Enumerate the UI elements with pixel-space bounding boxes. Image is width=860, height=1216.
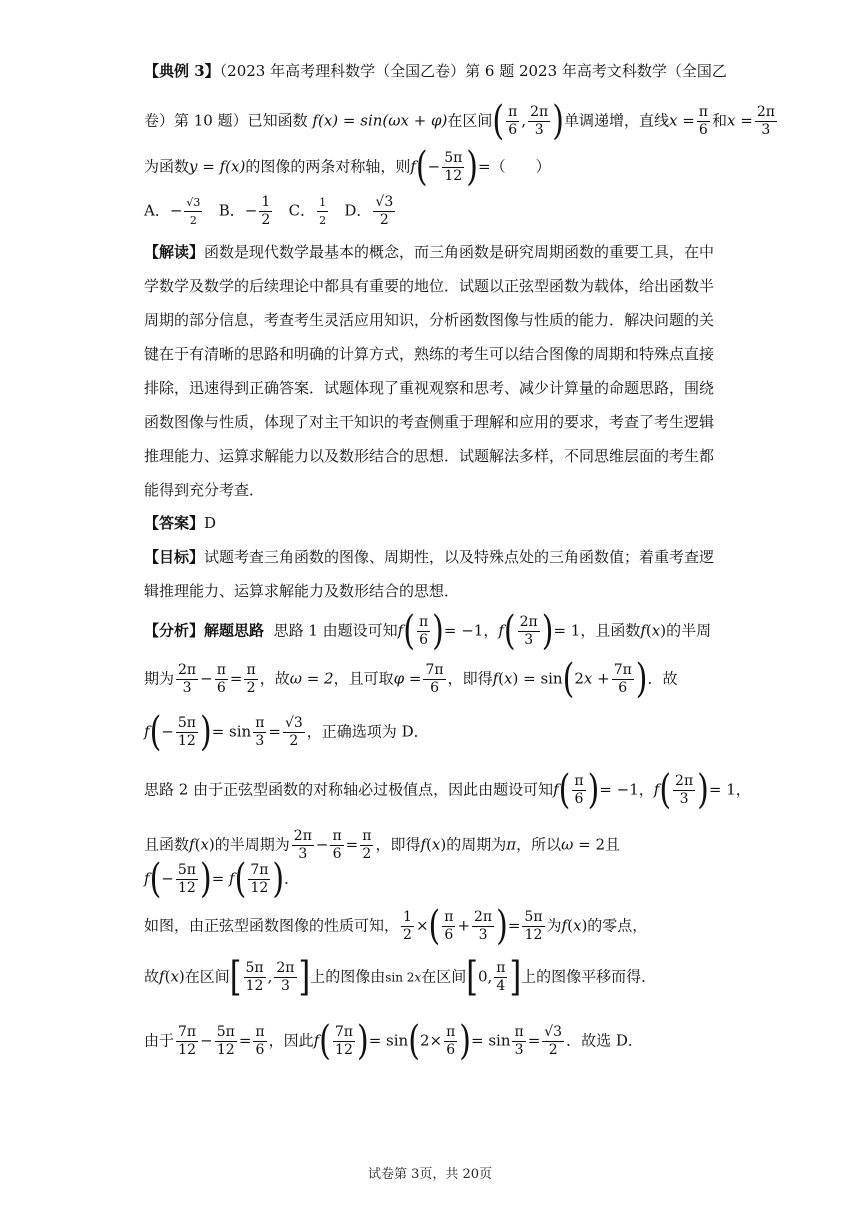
frac-5pi-12: $\frac{5\pi}{12}$ [444,150,463,184]
analysis-tag: 【分析】 [144,621,205,640]
options-line: A．− $\frac{√3}{2}$ B．− $\frac{1}{2}$ C． $\frac{1}{2}$ D． $\frac{√3}{2}$ [144,194,394,228]
interval-text: 在区间 [447,111,493,130]
stem-text-2: 单调递增，直线 [563,111,669,130]
analysis-line-1: 【分析】解题思路 思路 1 由题设可知f( $\frac{\pi}{6}$ )= −1，f( $\frac{2\pi}{3}$ )= 1，且函数f(x)的半周 [144,607,712,655]
example-header [144,60,727,82]
shift-text-3: 上的图像由 [310,967,386,986]
interpretation-line: 推理能力、运算求解能力以及数形结合的思想．试题解法多样，不同思维层面的考生都 [144,447,715,465]
answer-value: D [204,514,217,532]
since-text: 由于 [144,1031,175,1050]
omega-text: ，故 [259,669,290,688]
analysis-line-2: 期为 $\frac{2\pi}{3}$ − $\frac{\pi}{6}$ = $\frac{\pi}{2}$ ，故ω = 2，且可取φ = $\frac{7\pi}{6}$ ，即得f(x) = sin(2x + $\frac{7\pi}{6}$ )．故 [144,655,678,703]
conclusion-1: ，正确选项为 D． [306,722,429,741]
shift-text-5: 上的图像平移而得． [521,967,657,986]
shift-text-4: 在区间 [421,967,467,986]
interpretation-line: 排除，迅速得到正确答案．试题体现了重视观察和思考、减少计算量的命题思路，围绕 [144,379,715,397]
stem-text-3: 为函数 [144,157,190,176]
page-footer: 试卷第 3页，共 20页 [367,1167,493,1182]
idea2-line-1: 思路 2 由于正弦型函数的对称轴必过极值点，因此由题设可知f( $\frac{\pi}{6}$ )= −1，f( $\frac{2\pi}{3}$ )= 1， [144,766,751,814]
answer-line [144,512,718,534]
gu-text: ．故 [647,669,678,688]
figure-text: 如图，由正弦型函数图像的性质可知， [144,916,400,935]
interpretation-line: 函数图像与性质，体现了对主干知识的考查侧重于理解和应用的要求，考查了考生逻辑 [144,413,715,431]
target-tag: 【目标】 [144,548,205,566]
interpretation-line: 周期的部分信息，考查考生灵活应用知识，分析函数图像与性质的能力．解决问题的关 [144,311,715,329]
option-c-label: C． [288,201,316,220]
idea2-line-2: 且函数f(x)的半周期为 $\frac{2\pi}{3}$ − $\frac{\pi}{6}$ = $\frac{\pi}{2}$ ，即得f(x)的周期为π，所以ω = 2且 [144,828,621,862]
zero-text-2: 的零点， [587,916,648,935]
option-c-value: $\frac{1}{2}$ [319,196,327,227]
example-tag: 【典例 3】 [144,62,220,80]
option-a-value: $\frac{√3}{2}$ [186,196,201,227]
shift-text-2: 在区间 [184,967,230,986]
option-b-label: B． [218,201,245,220]
stem-text-1: 已知函数 [247,111,308,130]
idea2g-text: 且 [605,835,621,854]
interpretation-tag: 【解读】 [144,243,205,261]
half-period-text-2: 的半周 [666,621,712,640]
shift-line: 故f(x)在区间[ $\frac{5\pi}{12}$ , $\frac{2\pi}{3}$ ]上的图像由sin 2x在区间[0, $\frac{\pi}{4}$ ]上的图像平移而得． [144,953,657,1001]
frac-2pi-3-b: $\frac{2\pi}{3}$ [756,104,775,138]
frac-pi-6-b: $\frac{\pi}{6}$ [698,104,708,138]
idea2b-text: 且函数 [144,835,190,854]
figure-line: 如图，由正弦型函数图像的性质可知， $\frac{1}{2}$ ×( $\frac{\pi}{6}$ + $\frac{2\pi}{3}$ )= $\frac{5\pi}{12}$ 为f(x)的零点， [144,902,648,950]
half-period-text: ，且函数 [580,621,641,640]
and-text: 和 [711,111,727,130]
interpretation-line-1 [144,241,718,263]
interpretation-line: 学数学及数学的后续理论中都具有重要的地位．试题以正弦型函数为载体，给出函数半 [144,277,715,295]
period-word: 期为 [144,669,175,688]
example-source-cont: 卷）第 10 题） [144,111,248,130]
idea2-text: 思路 2 由于正弦型函数的对称轴必过极值点，因此由题设可知 [144,780,554,799]
idea1-text: 思路 1 由题设可知 [273,621,398,640]
analysis-head: 解题思路 [204,621,265,640]
target-text: 试题考查三角函数的图像、周期性，以及特殊点处的三角函数值；着重考查逻 [204,548,715,566]
y-fx: y = f(x) [189,157,246,176]
option-d-label: D． [344,201,372,220]
get-text: ，即得 [447,669,493,688]
hence-text: ，因此 [268,1031,314,1050]
idea2f-text: ，所以 [516,835,562,854]
idea2d-text: ，即得 [375,835,421,854]
target-line-2: 辑推理能力、运算求解能力及数形结合的思想． [144,582,460,600]
stem-text-3c: 的图像的两条对称轴，则 [245,157,411,176]
zero-text: 为 [546,916,562,935]
idea2-line-3: f(− $\frac{5\pi}{12}$ )= f( $\frac{7\pi}{12}$ )． [144,855,300,903]
idea2e-text: 的周期为 [446,835,507,854]
frac-pi-6: $\frac{\pi}{6}$ [508,104,518,138]
blank-parens: =（ ） [478,157,551,176]
idea2c-text: 的半周期为 [214,835,290,854]
target-line-1 [144,546,718,568]
function-expression: f(x) = sin(ωx + φ) [312,111,448,130]
example-stem-line-2: 为函数y = f(x)的图像的两条对称轴，则f(− $\frac{5\pi}{12}$ )=（ ） [144,143,551,191]
interpretation-line: 能得到充分考查． [144,481,265,499]
phi-text: ，且可取 [333,669,394,688]
choose-text: ．故选 D． [566,1031,643,1050]
option-b-value: $\frac{1}{2}$ [261,194,271,228]
analysis-line-3: f(− $\frac{5\pi}{12}$ )= sin $\frac{\pi}{3}$ = $\frac{√3}{2}$ ，正确选项为 D． [144,708,429,756]
frac-2pi-3: $\frac{2\pi}{3}$ [530,104,549,138]
shift-text-1: 故 [144,967,160,986]
option-a-label: A． [144,201,170,220]
example-stem-line: 卷）第 10 题）已知函数 f(x) = sin(ωx + φ)在区间( $\frac{\pi}{6}$ , $\frac{2\pi}{3}$ )单调递增，直线x = $\frac{\pi}{6}$ 和x = $\frac{2\pi}{3}$ [144,97,775,145]
interpretation-line: 键在于有清晰的思路和明确的计算方式，熟练的考生可以结合图像的周期和特殊点直接 [144,345,715,363]
example-source: （2023 年高考理科数学（全国乙卷）第 6 题 2023 年高考文科数学（全国乙 [219,62,727,80]
omega-value: ω = 2 [289,669,334,688]
answer-tag: 【答案】 [144,514,205,532]
interpretation-text: 函数是现代数学最基本的概念，而三角函数是研究周期函数的重要工具，在中 [204,243,715,261]
since-line: 由于 $\frac{7\pi}{12}$ − $\frac{5\pi}{12}$ = $\frac{\pi}{6}$ ，因此f( $\frac{7\pi}{12}$ )= sin(2× $\frac{\pi}{6}$ )= sin $\frac{\pi}{3}$ = $\frac{√3}{2}$ ．故选 D． [144,1017,643,1065]
option-d-value: $\frac{√3}{2}$ [375,194,394,228]
